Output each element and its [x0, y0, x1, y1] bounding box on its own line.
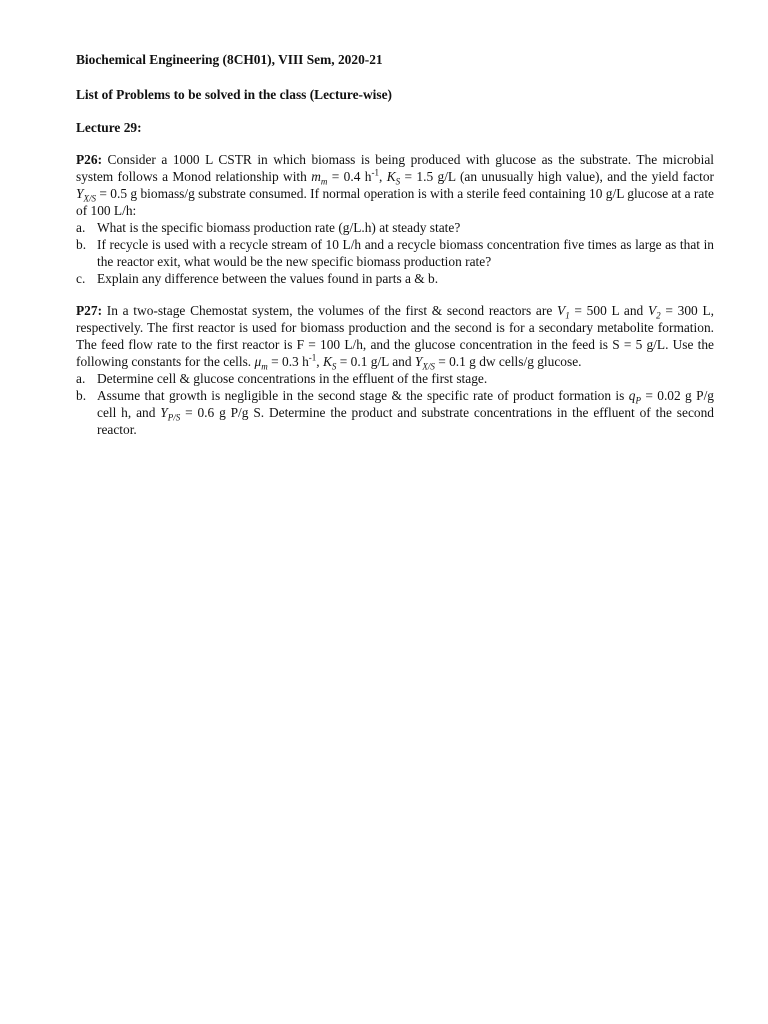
p26-label: P26:: [76, 152, 103, 167]
p27-superscript: -1: [308, 352, 317, 363]
item-text: What is the specific biomass production rate (g/L.h) at steady state?: [97, 220, 461, 235]
p26-mu-subscript: m: [320, 176, 328, 187]
lecture-heading: Lecture 29:: [76, 120, 142, 135]
item-label: a.: [76, 371, 86, 386]
item-label: b.: [76, 388, 87, 403]
p27-mu-subscript: m: [261, 361, 268, 372]
p27-ks-symbol: K: [322, 354, 332, 369]
p26-text-5: = 0.5 g biomass/g substrate consumed. If normal operation is with a sterile feed containing 10 g/L glucose at a rate of 100 L/h:: [76, 186, 714, 218]
p27-text-1: In a two-stage Chemostat system, the volumes of the first & second reactors are: [102, 303, 557, 318]
p26-text-2: = 0.4 h: [327, 169, 372, 184]
p26-statement: [76, 151, 714, 219]
p27-item-a: [76, 370, 714, 387]
item-label: c.: [76, 271, 86, 286]
item-text: Determine cell & glucose concentrations in the effluent of the first stage.: [97, 371, 488, 386]
item-text: Explain any difference between the values found in parts a & b.: [97, 271, 439, 286]
p27-subquestions: [76, 370, 714, 438]
item-text-2: = 0.02 g P/g cell h, and: [97, 388, 714, 420]
p27-v2-symbol: V: [647, 303, 657, 318]
item-text-1: Assume that growth is negligible in the second stage & the specific rate of product formation is: [97, 388, 629, 403]
p27-v1-subscript: 1: [565, 310, 570, 321]
p27-text-2: = 500 L and: [569, 303, 648, 318]
p27-yield-symbol: Y: [414, 354, 423, 369]
p27-yps-symbol: Y: [160, 405, 168, 420]
p27-mu-symbol: μ: [254, 354, 262, 369]
p26-ks-symbol: K: [386, 169, 396, 184]
p27-yps-subscript: P/S: [167, 412, 181, 423]
p26-item-c: [76, 270, 714, 287]
p27-text-5: ,: [316, 354, 323, 369]
p27-statement: [76, 302, 714, 370]
item-label: a.: [76, 220, 86, 235]
item-text-3: = 0.6 g P/g S. Determine the product and substrate concentrations in the effluent of the second reactor.: [97, 405, 714, 437]
p27-v2-subscript: 2: [656, 310, 661, 321]
p27-qp-symbol: q: [628, 388, 636, 403]
p27-text-3: = 300 L, respectively. The first reactor is used for biomass production and the second is for a secondary metabolite formation. The feed flow rate to the first reactor is F = 100 L/h, and the glucose concentration in the feed is S = 5 g/L. Use the following constants for the cells.: [76, 303, 714, 369]
p27-qp-subscript: P: [635, 395, 641, 406]
problem-list-title: List of Problems to be solved in the class (Lecture-wise): [76, 87, 393, 102]
p27-text-6: = 0.1 g/L and: [336, 354, 415, 369]
p26-yield-subscript: X/S: [83, 193, 96, 204]
p26-superscript: -1: [371, 167, 379, 178]
p26-mu-symbol: m: [311, 169, 321, 184]
p26-ks-subscript: S: [395, 176, 401, 187]
item-label: b.: [76, 237, 87, 252]
p26-text-3: ,: [378, 169, 387, 184]
p26-yield-symbol: Y: [76, 186, 84, 201]
p26-item-b: [76, 236, 714, 270]
p27-item-b: [76, 387, 714, 438]
p27-text-7: = 0.1 g dw cells/g glucose.: [434, 354, 582, 369]
p27-text-4: = 0.3 h: [267, 354, 309, 369]
problem-p26: [76, 151, 714, 287]
course-heading: Biochemical Engineering (8CH01), VIII Sem, 2020-21: [76, 52, 383, 67]
p27-yield-subscript: X/S: [422, 361, 435, 372]
p26-item-a: [76, 219, 714, 236]
p26-text-4: = 1.5 g/L (an unusually high value), and the yield factor: [400, 169, 714, 184]
p27-label: P27:: [76, 303, 103, 318]
p26-text-1: Consider a 1000 L CSTR in which biomass is being produced with glucose as the substrate. The microbial system follows a Monod relationship with: [76, 152, 714, 184]
p26-subquestions: [76, 219, 714, 287]
problem-p27: [76, 302, 714, 438]
item-text: If recycle is used with a recycle stream of 10 L/h and a recycle biomass concentration five times as large as that in the reactor exit, what would be the new specific biomass production rate?: [97, 237, 714, 269]
p27-v1-symbol: V: [557, 303, 566, 318]
p27-ks-subscript: S: [331, 361, 337, 372]
